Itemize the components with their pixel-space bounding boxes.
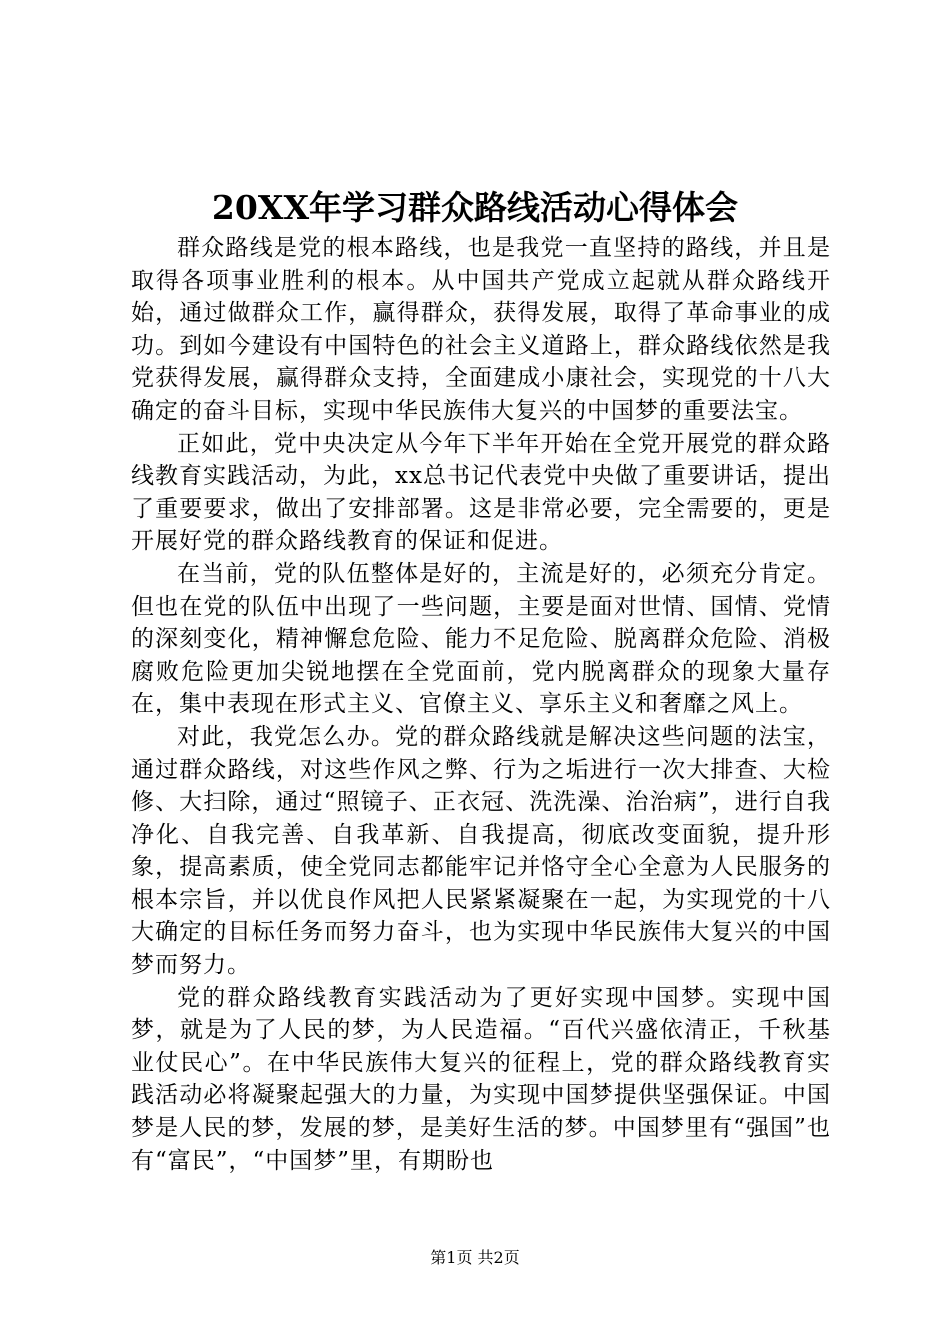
page-number-footer: 第1页 共2页 (430, 1248, 520, 1267)
paragraph-4: 对此，我党怎么办。党的群众路线就是解决这些问题的法宝，通过群众路线，对这些作风之弊、行为之垢进行一次大排查、大检修、大扫除，通过“照镜子、正衣冠、洗洗澡、治治病”，进行自我净化、自我完善、自我革新、自我提高，彻底改变面貌，提升形象，提高素质，使全党同志都能牢记并恪守全心全意为人民服务的根本宗旨，并以优良作风把人民紧紧凝聚在一起，为实现党的十八大确定的目标任务而努力奋斗，也为实现中华民族伟大复兴的中国梦而努力。 (131, 723, 831, 979)
document-body (131, 232, 831, 1177)
paragraph-3: 在当前，党的队伍整体是好的，主流是好的，必须充分肯定。但也在党的队伍中出现了一些问题，主要是面对世情、国情、党情的深刻变化，精神懈怠危险、能力不足危险、脱离群众危险、消极腐败危险更加尖锐地摆在全党面前，党内脱离群众的现象大量存在，集中表现在形式主义、官僚主义、享乐主义和奢靡之风上。 (131, 560, 831, 718)
paragraph-2: 正如此，党中央决定从今年下半年开始在全党开展党的群众路线教育实践活动，为此，xx总书记代表党中央做了重要讲话，提出了重要要求，做出了安排部署。这是非常必要，完全需要的，更是开展好党的群众路线教育的保证和促进。 (131, 430, 831, 555)
paragraph-5: 党的群众路线教育实践活动为了更好实现中国梦。实现中国梦，就是为了人民的梦，为人民造福。“百代兴盛依清正，千秋基业仗民心”。在中华民族伟大复兴的征程上，党的群众路线教育实践活动必将凝聚起强大的力量，为实现中国梦提供坚强保证。中国梦是人民的梦，发展的梦，是美好生活的梦。中国梦里有“强国”也有“富民”，“中国梦”里，有期盼也 (131, 984, 831, 1174)
paragraph-1: 群众路线是党的根本路线，也是我党一直坚持的路线，并且是取得各项事业胜利的根本。从中国共产党成立起就从群众路线开始，通过做群众工作，赢得群众，获得发展，取得了革命事业的成功。到如今建设有中国特色的社会主义道路上，群众路线依然是我党获得发展，赢得群众支持，全面建成小康社会，实现党的十八大确定的奋斗目标，实现中华民族伟大复兴的中国梦的重要法宝。 (131, 235, 831, 424)
document-title: 20XX年学习群众路线活动心得体会 (211, 188, 739, 227)
